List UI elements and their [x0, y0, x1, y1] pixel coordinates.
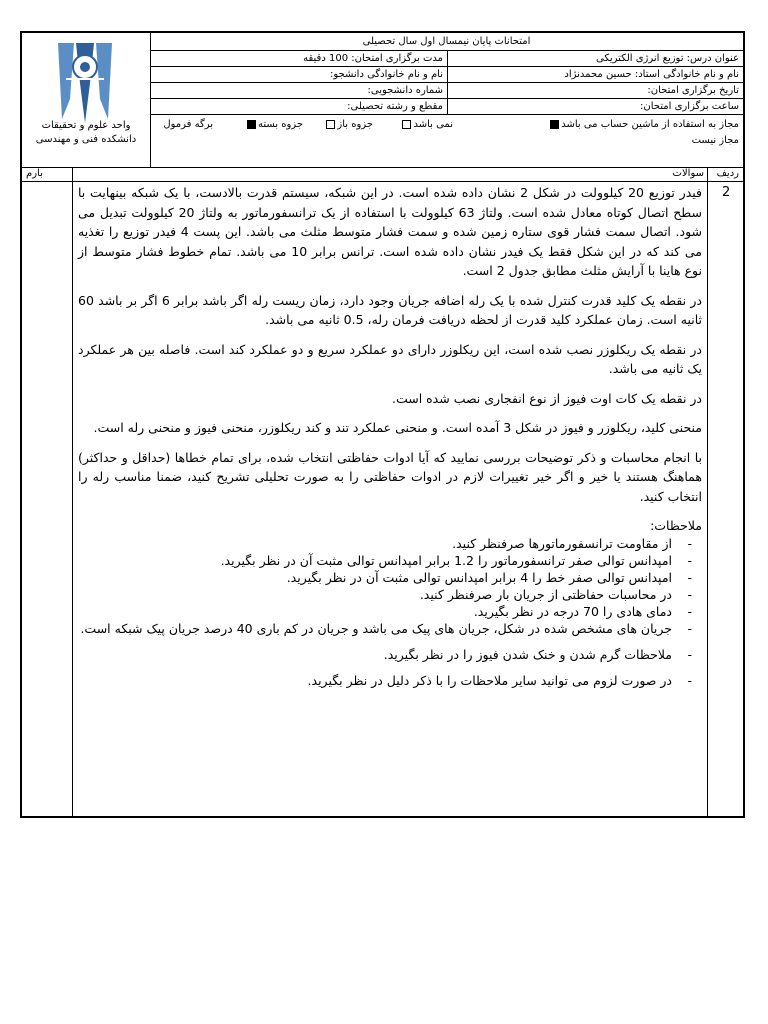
notes-list: [78, 536, 702, 689]
question-paragraph: منحنی کلید، ریکلوزر و فیوز در شکل 3 آمده است. و منحنی عملکرد تند و کند ریکلوزر، منحنی فیوز و منحنی رله است.: [93, 420, 702, 435]
formula-sheet-status: مجاز نیست: [691, 135, 739, 146]
header-row-course: [150, 51, 743, 67]
question-paragraph: در نقطه یک کلید قدرت کنترل شده با یک رله اضافه جریان وجود دارد، زمان ریست رله اگر باشد برابر 6 اگر بر باشد 60 ثانیه است. زمان عملکرد کلید قدرت از لحظه دریافت فرمان رله، 0.5 ثانیه می باشد.: [78, 292, 702, 327]
column-barom: بارم: [26, 168, 43, 179]
university-line-1: واحد علوم و تحقیقات: [41, 120, 131, 131]
barom-divider: [72, 167, 73, 816]
formula-sheet-label: برگه فرمول: [163, 119, 213, 130]
note-item: - امپدانس توالی صفر ترانسفورماتور را 1.2 برابر امپدانس توالی مثبت آن در نظر بگیرید.: [78, 553, 692, 569]
radif-divider: [707, 167, 708, 816]
exam-sheet: [20, 31, 745, 818]
note-item: - دمای هادی را 70 درجه در نظر بگیرید.: [78, 604, 692, 620]
logo-cell: [22, 33, 151, 167]
note-item: - جریان های مشخص شده در شکل، جریان های پیک می باشد و جریان در کم باری 40 درصد جریان پیک شبکه است.: [78, 621, 692, 637]
university-logo-icon: [52, 39, 118, 123]
question-paragraph: در نقطه یک کات اوت فیوز از نوع انفجاری نصب شده است.: [391, 390, 702, 406]
calculator-permission: [548, 119, 739, 130]
header-fields: [150, 33, 743, 167]
exam-header: [22, 33, 743, 168]
note-item: - ملاحظات گرم شدن و خنک شدن فیوز را در نظر بگیرید.: [78, 647, 692, 663]
column-questions: سوالات: [672, 168, 704, 179]
duration-field: مدت برگزاری امتحان: 100 دقیقه: [303, 53, 443, 64]
field-of-study: مقطع و رشته تحصیلی:: [347, 101, 443, 112]
course-field: عنوان درس: توزیع انرژی الکتریکی: [447, 51, 743, 66]
question-number: 2: [722, 185, 731, 200]
calculator-allowed-checkbox: [550, 120, 559, 129]
calculator-not-allowed-option: [400, 119, 453, 130]
university-line-2: دانشکده فنی و مهندسی: [35, 134, 137, 145]
exam-date-field: تاریخ برگزاری امتحان:: [447, 83, 743, 98]
header-row-time: [150, 99, 743, 115]
question-paragraph: با انجام محاسبات و ذکر توضیحات بررسی نمایید که آیا ادوات حفاظتی انتخاب شده، برای تمام خطاها (حداقل و حداکثر) هماهنگ هستند یا خیر و اگر خیر تغییرات لازم در ادوات حفاظتی را به صورت تحلیلی تشریح کنید، ضمنا مناسب رله را انتخاب کنید.: [78, 449, 702, 504]
notes-title: ملاحظات:: [650, 518, 702, 533]
permissions-row: [150, 117, 743, 153]
note-item: - از مقاومت ترانسفورماتورها صرفنظر کنید.: [78, 536, 692, 552]
closed-book-option: [245, 119, 303, 130]
note-item: - در صورت لزوم می توانید سایر ملاحظات را با ذکر دلیل در نظر بگیرید.: [78, 673, 692, 689]
student-name-field: نام و نام خانوادگی دانشجو:: [329, 69, 443, 80]
calculator-allowed-label: مجاز به استفاده از ماشین حساب می باشد: [561, 119, 739, 130]
column-header-row: [22, 167, 743, 182]
calculator-not-allowed-checkbox: [402, 120, 411, 129]
student-number-field: شماره دانشجویی:: [367, 85, 443, 96]
closed-book-label: جزوه بسته: [257, 119, 303, 130]
column-radif: ردیف: [716, 168, 739, 179]
teacher-field: نام و نام خانوادگی استاد: حسین محمدنژاد: [447, 67, 743, 82]
note-item: - در محاسبات حفاظتی از جریان بار صرفنظر کنید.: [78, 587, 692, 603]
question-body: [78, 183, 702, 690]
exam-title: امتحانات پایان نیمسال اول سال تحصیلی: [150, 33, 743, 51]
note-item: - امپدانس توالی صفر خط را 4 برابر امپدانس توالی مثبت آن در نظر بگیرید.: [78, 570, 692, 586]
question-paragraph: در نقطه یک ریکلوزر نصب شده است، این ریکلوزر دارای دو عملکرد سریع و دو عملکرد کند است. فاصله بین هر عملکرد یک ثانیه می باشد.: [78, 341, 702, 376]
question-paragraph: فیدر توزیع 20 کیلوولت در شکل 2 نشان داده شده است. در این شبکه، سیستم قدرت بالادست، با یک شبکه بینهایت با سطح اتصال کوتاه معادل شده است. ولتاژ 63 کیلوولت با استفاده از یک ترانسفورماتور به ولتاژ 20 کیلوولت تبدیل می شود. اتصال سمت فشار قوی ستاره زمین شده و سمت فشار متوسط مثلث می باشد. این پست 4 فیدر توزیع را تغذیه می کند که در این شکل فقط یک فیدر نشان داده شده است. ترانس برابر 10 می باشد. تمام خطوط فشار متوسط از نوع هاینا با آرایش مثلث مطابق جدول 2 است.: [78, 185, 703, 278]
open-book-checkbox: [326, 120, 335, 129]
header-row-date: [150, 83, 743, 99]
open-book-label: جزوه باز: [337, 119, 373, 130]
open-book-option: [324, 119, 373, 130]
calculator-not-allowed-label: نمی باشد: [413, 119, 453, 130]
header-row-names: [150, 67, 743, 83]
closed-book-checkbox: [247, 120, 256, 129]
exam-time-field: ساعت برگزاری امتحان:: [447, 99, 743, 114]
university-caption: [24, 119, 148, 147]
